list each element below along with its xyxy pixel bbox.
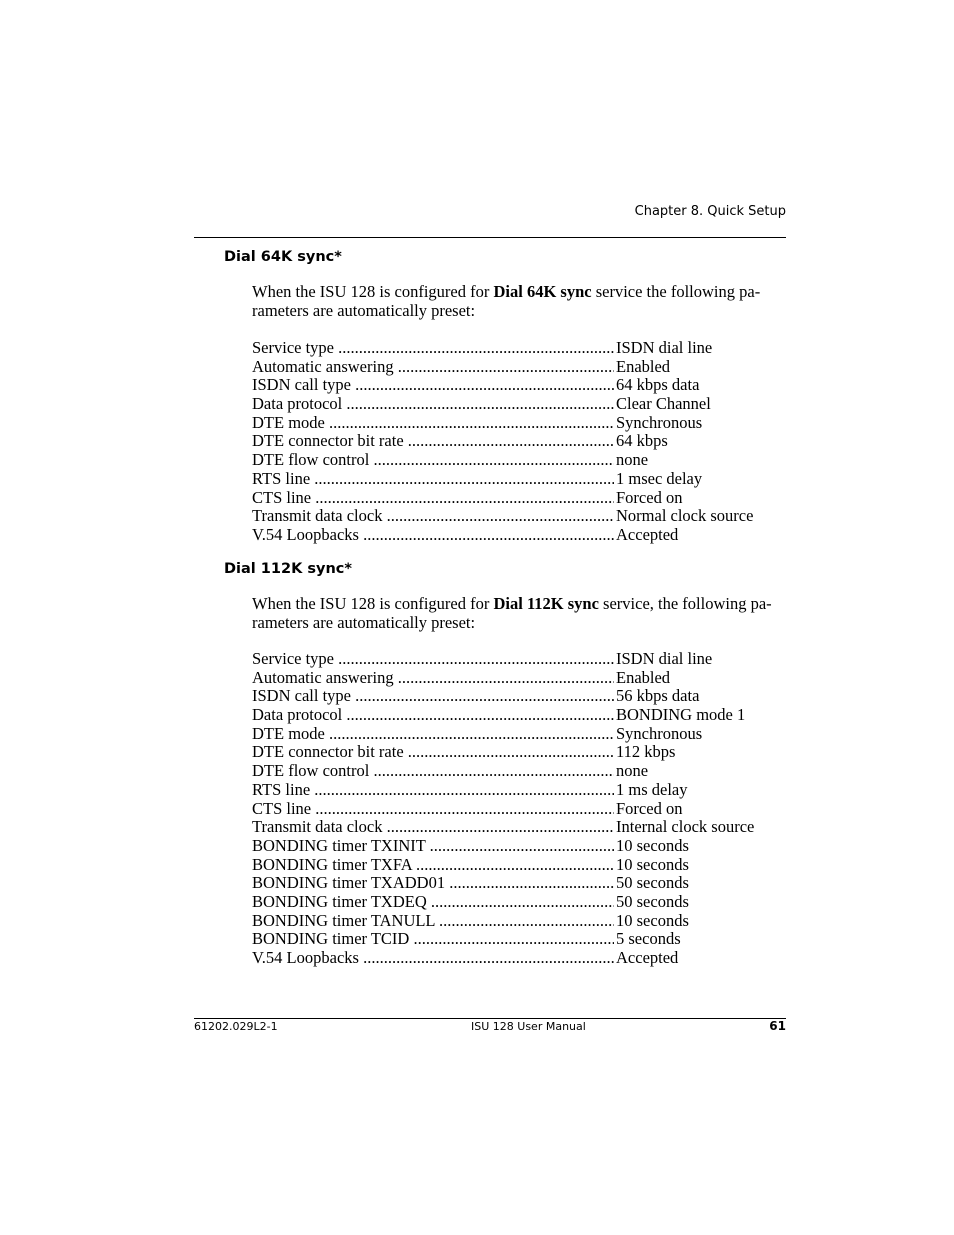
header-rule [194, 237, 786, 238]
footer-doc-number: 61202.029L2-1 [194, 1020, 278, 1033]
section-heading-dial-112k: Dial 112K sync* [224, 561, 352, 577]
param-row [252, 470, 786, 489]
param-row [252, 912, 786, 931]
param-label: Service type ..... [252, 339, 614, 358]
param-label: Transmit data clock ..... [252, 818, 614, 837]
param-label: CTS line ..... [252, 800, 614, 819]
param-label: BONDING timer TXDEQ ..... [252, 893, 614, 912]
param-row [252, 874, 786, 893]
intro-service-name: Dial 64K sync [493, 282, 592, 301]
param-row [252, 837, 786, 856]
section-intro-dial-112k [252, 594, 786, 632]
param-row [252, 339, 786, 358]
param-value: 50 seconds [616, 891, 689, 911]
param-value: BONDING mode 1 [616, 705, 746, 725]
intro-line-2: rameters are automatically preset: [252, 301, 476, 320]
param-value: Synchronous [616, 723, 703, 743]
param-row [252, 856, 786, 875]
param-row [252, 451, 786, 470]
param-row [252, 489, 786, 508]
param-label: ISDN call type ..... [252, 687, 614, 706]
param-label: DTE mode ..... [252, 725, 614, 744]
param-row [252, 395, 786, 414]
param-row [252, 762, 786, 781]
param-label: BONDING timer TANULL ..... [252, 912, 614, 931]
param-value: Clear Channel [616, 394, 711, 414]
param-value: Forced on [616, 798, 683, 818]
intro-line-2: rameters are automatically preset: [252, 613, 476, 632]
param-label: Data protocol ..... [252, 395, 614, 414]
param-value: 1 ms delay [616, 779, 688, 799]
param-label: CTS line ..... [252, 489, 614, 508]
param-row [252, 358, 786, 377]
intro-text: When the ISU 128 is configured for [252, 282, 494, 301]
param-row [252, 930, 786, 949]
param-value: Enabled [616, 356, 671, 376]
param-row [252, 949, 786, 968]
param-row [252, 706, 786, 725]
param-row [252, 507, 786, 526]
param-value: Accepted [616, 948, 679, 967]
param-row [252, 743, 786, 762]
section-heading-dial-64k: Dial 64K sync* [224, 249, 342, 265]
intro-text: service the following pa- [591, 282, 761, 301]
param-row [252, 781, 786, 800]
intro-line-1 [252, 594, 786, 613]
page-number: 61 [769, 1019, 786, 1033]
intro-service-name: Dial 112K sync [493, 594, 599, 613]
param-label: Data protocol ..... [252, 706, 614, 725]
param-value: Internal clock source [616, 817, 755, 837]
param-row [252, 432, 786, 451]
param-label: Automatic answering ..... [252, 669, 614, 688]
param-value: 10 seconds [616, 854, 689, 874]
param-row [252, 526, 786, 545]
param-label: V.54 Loopbacks ..... [252, 949, 614, 968]
param-row [252, 818, 786, 837]
param-label: Service type ..... [252, 650, 614, 669]
param-row [252, 725, 786, 744]
param-row [252, 376, 786, 395]
param-row [252, 893, 786, 912]
param-label: Automatic answering ..... [252, 358, 614, 377]
param-label: BONDING timer TXADD01 ..... [252, 874, 614, 893]
param-list-dial-64k [252, 339, 786, 545]
param-label: BONDING timer TCID ..... [252, 930, 614, 949]
param-value: 56 kbps data [616, 686, 700, 706]
param-label: RTS line ..... [252, 470, 614, 489]
param-value: ISDN dial line [616, 338, 713, 357]
param-label: ISDN call type ..... [252, 376, 614, 395]
param-value: Accepted [616, 524, 679, 544]
param-row [252, 687, 786, 706]
intro-line-1 [252, 282, 786, 301]
param-value: 64 kbps [616, 431, 668, 451]
footer-manual-title: ISU 128 User Manual [471, 1020, 586, 1033]
param-value: none [616, 450, 649, 470]
intro-text: service, the following pa- [598, 594, 772, 613]
running-head: Chapter 8. Quick Setup [634, 204, 786, 219]
param-value: Normal clock source [616, 506, 754, 526]
param-value: Synchronous [616, 412, 703, 432]
param-list-dial-112k [252, 650, 786, 968]
param-value: Enabled [616, 667, 671, 687]
param-label: DTE mode ..... [252, 414, 614, 433]
param-value: 112 kbps [616, 742, 676, 762]
param-label: RTS line ..... [252, 781, 614, 800]
param-label: BONDING timer TXINIT ..... [252, 837, 614, 856]
param-row [252, 414, 786, 433]
param-value: 50 seconds [616, 873, 689, 893]
param-value: 10 seconds [616, 910, 689, 930]
param-label: V.54 Loopbacks ..... [252, 526, 614, 545]
param-row [252, 800, 786, 819]
param-value: 5 seconds [616, 929, 681, 949]
param-label: BONDING timer TXFA ..... [252, 856, 614, 875]
param-value: 10 seconds [616, 835, 689, 855]
param-label: DTE flow control ..... [252, 451, 614, 470]
section-intro-dial-64k [252, 282, 786, 320]
param-row [252, 669, 786, 688]
param-value: 1 msec delay [616, 468, 703, 488]
param-row [252, 650, 786, 669]
param-label: DTE connector bit rate ..... [252, 743, 614, 762]
param-label: Transmit data clock ..... [252, 507, 614, 526]
param-value: Forced on [616, 487, 683, 507]
param-label: DTE connector bit rate ..... [252, 432, 614, 451]
param-value: ISDN dial line [616, 649, 713, 668]
param-value: none [616, 761, 649, 781]
param-label: DTE flow control ..... [252, 762, 614, 781]
intro-text: When the ISU 128 is configured for [252, 594, 494, 613]
param-value: 64 kbps data [616, 375, 700, 395]
